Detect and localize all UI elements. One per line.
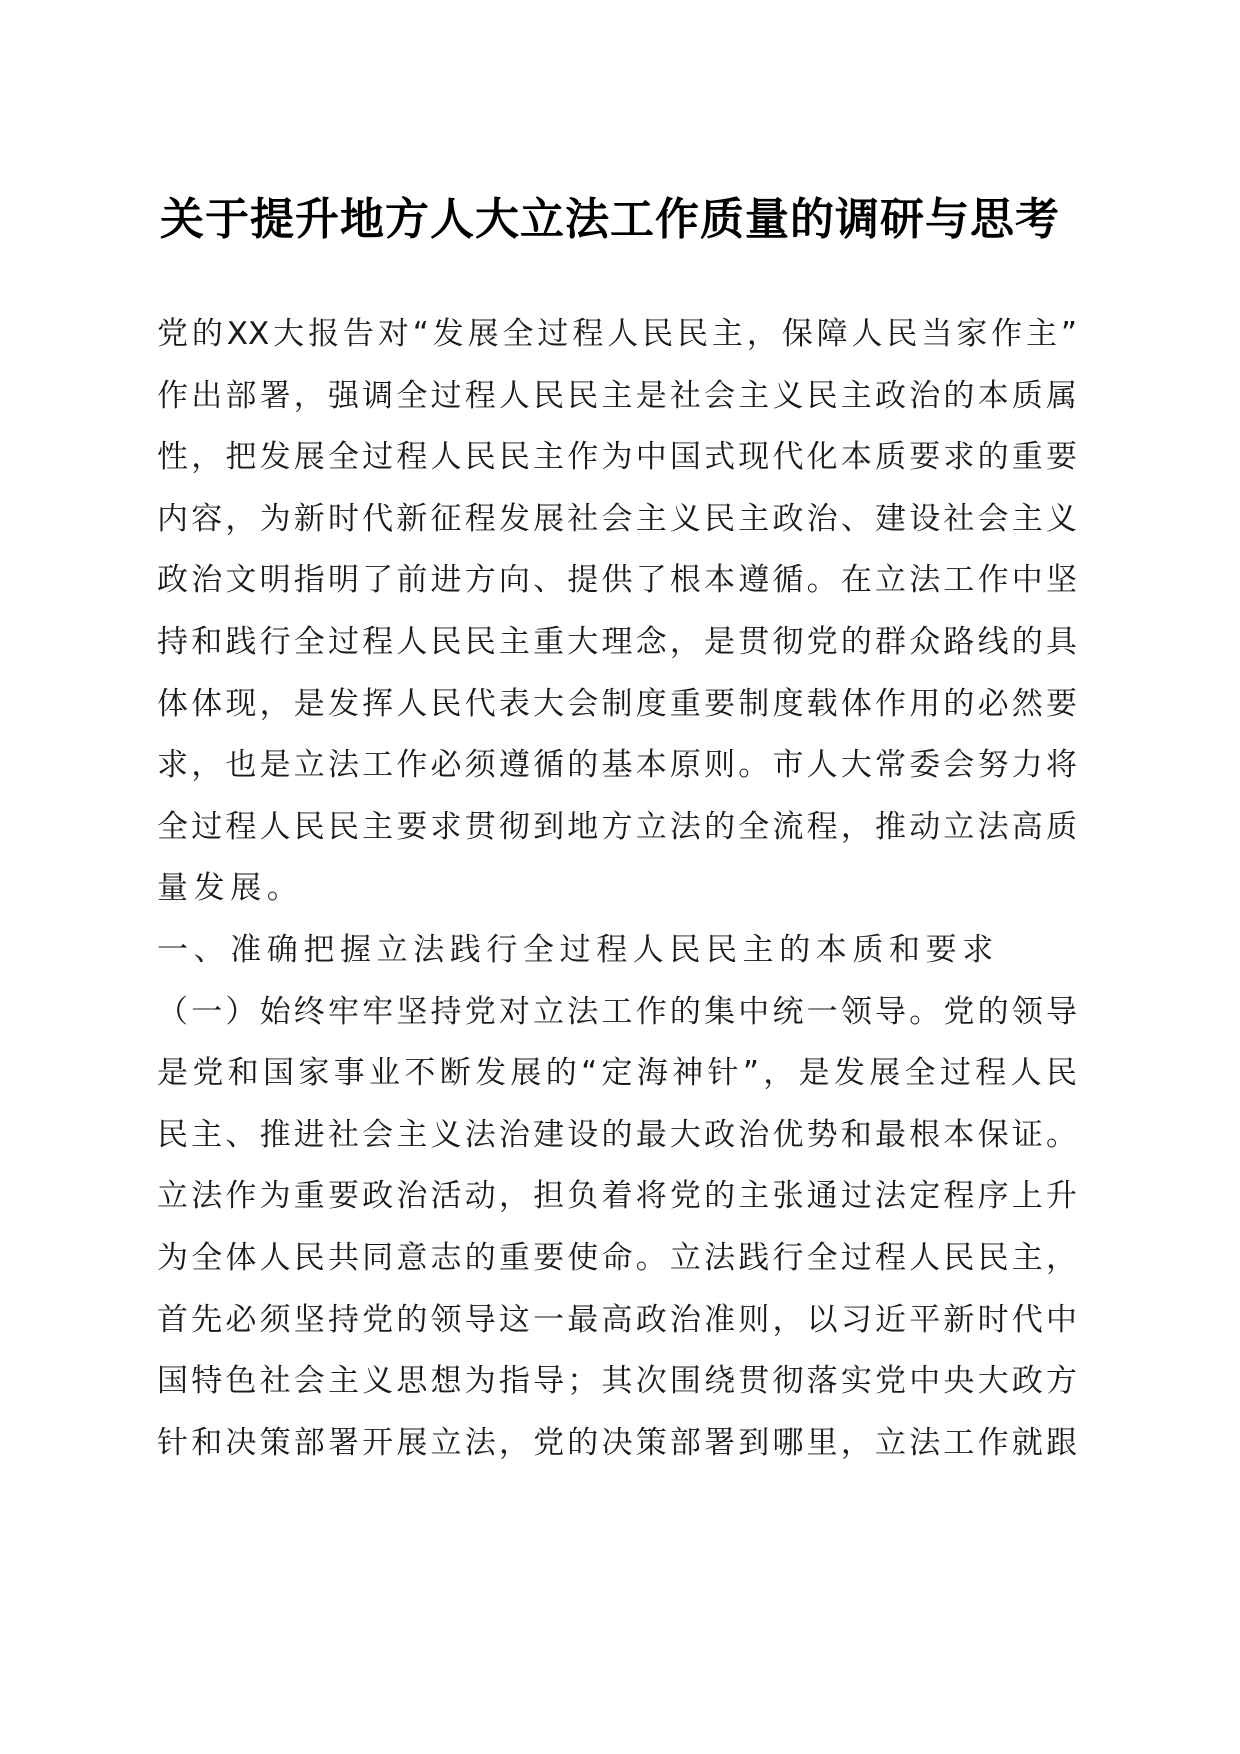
- body-line-19: 针和决策部署开展立法，党的决策部署到哪里，立法工作就跟: [157, 1424, 1077, 1461]
- body-line-18: 国特色社会主义思想为指导；其次围绕贯彻落实党中央大政方: [157, 1363, 1077, 1400]
- body-line-8: 求，也是立法工作必须遵循的基本原则。市人大常委会努力将: [157, 747, 1077, 784]
- body-line-3: 性，把发展全过程人民民主作为中国式现代化本质要求的重要: [157, 439, 1077, 476]
- body-line-7: 体体现，是发挥人民代表大会制度重要制度载体作用的必然要: [157, 685, 1077, 722]
- body-line-16: 为全体人民共同意志的重要使命。立法践行全过程人民民主，: [157, 1239, 1077, 1276]
- body-line-9: 全过程人民民主要求贯彻到地方立法的全流程，推动立法高质: [157, 808, 1077, 845]
- body-line-10: 量发展。: [157, 870, 304, 907]
- document-title: 关于提升地方人大立法工作质量的调研与思考: [160, 194, 1060, 245]
- body-line-15: 立法作为重要政治活动，担负着将党的主张通过法定程序上升: [157, 1178, 1077, 1215]
- body-line-6: 持和践行全过程人民民主重大理念，是贯彻党的群众路线的具: [157, 623, 1077, 660]
- body-line-17: 首先必须坚持党的领导这一最高政治准则，以习近平新时代中: [157, 1301, 1077, 1338]
- body-line-5: 政治文明指明了前进方向、提供了根本遵循。在立法工作中坚: [157, 562, 1077, 599]
- body-line-14: 民主、推进社会主义法治建设的最大政治优势和最根本保证。: [157, 1116, 1077, 1153]
- body-line-4: 内容，为新时代新征程发展社会主义民主政治、建设社会主义: [157, 500, 1077, 537]
- section-heading-1: 一、准确把握立法践行全过程人民民主的本质和要求: [157, 931, 999, 968]
- body-line-2: 作出部署，强调全过程人民民主是社会主义民主政治的本质属: [157, 377, 1077, 414]
- body-line-12: （一）始终牢牢坚持党对立法工作的集中统一领导。党的领导: [157, 993, 1077, 1030]
- document-body: [157, 304, 1077, 1474]
- body-line-13: 是党和国家事业不断发展的“定海神针”，是发展全过程人民: [157, 1055, 1077, 1092]
- body-line-1: 党的XX大报告对“发展全过程人民民主，保障人民当家作主”: [157, 316, 1077, 352]
